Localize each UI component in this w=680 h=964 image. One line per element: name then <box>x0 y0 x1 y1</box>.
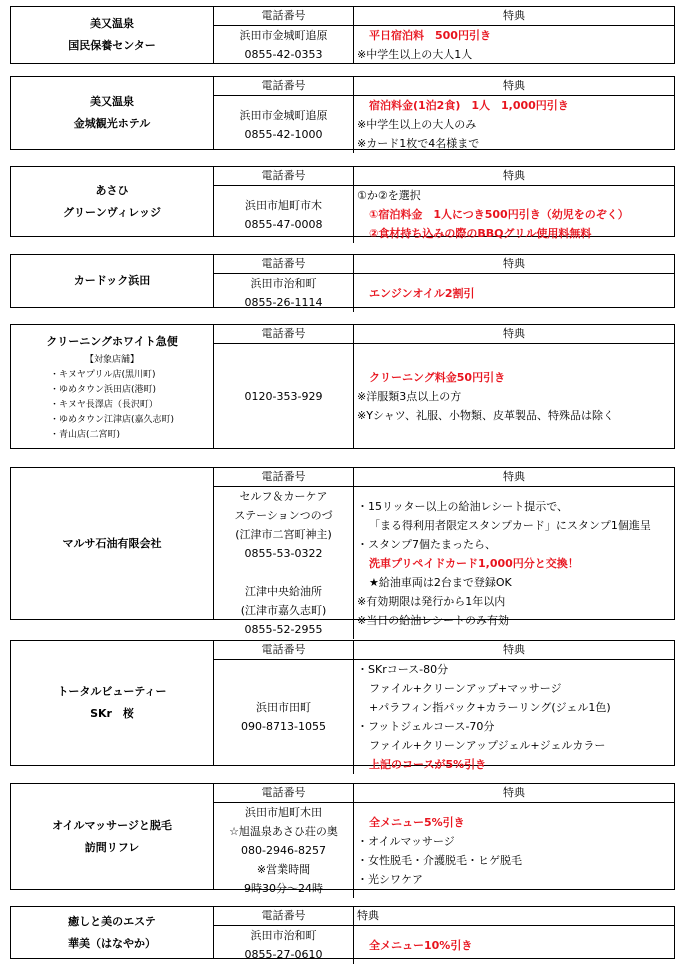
business-name-line: 訪問リフレ <box>84 840 140 854</box>
contact-line: (江津市二宮町神主) <box>235 528 332 541</box>
details <box>214 255 674 307</box>
business-name <box>11 325 214 448</box>
details <box>214 641 674 771</box>
contact-line: 浜田市治和町 <box>250 277 317 290</box>
benefit-line: ※中学生以上の大人のみ <box>357 118 477 131</box>
benefit-line: 上記のコースが5%引き <box>369 758 487 771</box>
benefit-line: ※有効期限は発行から1年以内 <box>357 594 506 608</box>
tel-header: 電話番号 <box>214 167 354 185</box>
benefit <box>354 344 674 448</box>
benefit-line: ・光シワケア <box>357 872 423 886</box>
benefit-line: ※カード1枚で4名様まで <box>357 137 480 150</box>
benefit-line: ※中学生以上の大人1人 <box>357 48 473 61</box>
tel-header: 電話番号 <box>214 907 354 925</box>
perk-header: 特典 <box>503 470 525 483</box>
contact-line: 浜田市金城町追原 <box>239 29 328 42</box>
business-card <box>10 6 675 64</box>
benefit-line: ★給油車両は2台まで登録OK <box>369 575 512 589</box>
benefit-line: ②食材持ち込みの際のBBQグリル使用料無料 <box>369 227 592 240</box>
store-list-header: 【対象店舗】 <box>84 354 139 365</box>
details-body <box>214 186 674 243</box>
contact-line: 0855-42-1000 <box>244 127 323 141</box>
details-header <box>214 468 674 487</box>
perk-header: 特典 <box>503 79 525 92</box>
tel-header: 電話番号 <box>214 77 354 95</box>
business-name-line: トータルビューティー <box>57 685 167 698</box>
benefit-line: ①宿泊料金 1人につき500円引き（幼児をのぞく） <box>369 208 629 221</box>
contact-line: 0120-353-929 <box>244 389 323 403</box>
contact-line: 9時30分～24時 <box>244 882 323 895</box>
business-card <box>10 324 675 449</box>
benefit-line: ・15リッター以上の給油レシート提示で、 <box>357 499 569 513</box>
benefit-line: ※洋服類3点以上の方 <box>357 389 462 403</box>
contact-line: 0855-53-0322 <box>244 547 323 560</box>
contact-line: 0855-52-2955 <box>244 623 323 636</box>
business-name-line: 華美（はなやか） <box>68 936 156 950</box>
contact-info <box>214 803 354 898</box>
details-header <box>214 641 674 660</box>
contact-line: 0855-47-0008 <box>244 217 323 231</box>
contact-line: 浜田市旭町市木 <box>245 198 322 212</box>
details <box>214 468 674 636</box>
details <box>214 907 674 961</box>
details-body <box>214 926 674 964</box>
benefit-line: ※当日の給油レシートのみ有効 <box>357 613 509 627</box>
business-name-line: 金城観光ホテル <box>73 117 151 130</box>
business-card <box>10 783 675 895</box>
contact-info <box>214 660 354 774</box>
store-list <box>50 353 174 443</box>
business-name <box>11 641 214 765</box>
business-card <box>10 640 675 771</box>
benefit <box>354 926 674 964</box>
benefit-line: ①か②を選択 <box>357 189 421 202</box>
contact-line: 江津中央給油所 <box>245 585 322 598</box>
business-name <box>11 784 214 889</box>
benefit <box>354 26 674 64</box>
details-body <box>214 274 674 312</box>
contact-info <box>214 26 354 64</box>
details-body <box>214 487 674 639</box>
contact-line: 浜田市旭町木田 <box>245 806 322 819</box>
details-body <box>214 803 674 898</box>
benefit-line: 全メニュー5%引き <box>369 815 465 829</box>
details <box>214 784 674 895</box>
tel-header: 電話番号 <box>214 255 354 273</box>
details-body <box>214 26 674 64</box>
contact-line: 080-2946-8257 <box>241 844 326 857</box>
contact-line: ※営業時間 <box>256 863 311 876</box>
contact-info <box>214 926 354 964</box>
benefit <box>354 487 674 639</box>
business-name <box>11 77 214 149</box>
contact-line: ステーションつのづ <box>234 509 333 522</box>
store-item: ・ゆめタウン江津店(嘉久志町) <box>49 414 175 425</box>
benefit <box>354 660 674 774</box>
store-item: ・ゆめタウン浜田店(港町) <box>49 384 157 395</box>
business-name-line: 美又温泉 <box>90 95 134 108</box>
business-name <box>11 468 214 619</box>
contact-line: 浜田市田町 <box>256 701 311 714</box>
contact-line: 0855-26-1114 <box>244 296 323 309</box>
benefit-line: 洗車プリペイドカード1,000円分と交換！ <box>369 556 579 570</box>
business-name-line: 国民保養センター <box>68 39 156 52</box>
contact-info <box>214 344 354 448</box>
business-card <box>10 166 675 240</box>
contact-line: ☆旭温泉あさひ荘の奥 <box>229 825 338 838</box>
contact-line: 090-8713-1055 <box>241 720 326 733</box>
benefit-line: ファイル+クリーンアップジェル+ジェルカラー <box>369 739 606 752</box>
benefit <box>354 274 674 312</box>
details-body <box>214 344 674 448</box>
contact-info <box>214 186 354 243</box>
business-card <box>10 906 675 959</box>
store-item: ・キヌヤ長澤店（長沢町） <box>49 399 158 410</box>
benefit-line: エンジンオイル2割引 <box>369 286 475 300</box>
benefit-line: ・スタンプ7個たまったら、 <box>357 537 496 551</box>
perk-header: 特典 <box>503 786 525 799</box>
details <box>214 77 674 149</box>
benefit-line: ・オイルマッサージ <box>357 834 455 848</box>
details-header <box>214 325 674 344</box>
benefit-line: クリーニング料金50円引き <box>369 370 506 384</box>
business-name-line: カードック浜田 <box>73 274 151 287</box>
tel-header: 電話番号 <box>214 641 354 659</box>
perk-header: 特典 <box>503 643 525 656</box>
details-header <box>214 167 674 186</box>
tel-header: 電話番号 <box>214 7 354 25</box>
details <box>214 167 674 240</box>
benefit-line: ファイル+クリーンアップ+マッサージ <box>369 682 562 695</box>
details-header <box>214 7 674 26</box>
details <box>214 7 674 63</box>
benefit-line: 全メニュー10%引き <box>369 938 473 952</box>
tel-header: 電話番号 <box>214 468 354 486</box>
perk-header: 特典 <box>503 327 525 340</box>
benefit-line: ・フットジェルコース-70分 <box>357 720 495 733</box>
perk-header: 特典 <box>503 169 525 182</box>
details <box>214 325 674 448</box>
contact-line: 0855-42-0353 <box>244 48 323 61</box>
benefit-line: ※Yシャツ、礼服、小物類、皮革製品、特殊品は除く <box>357 408 614 422</box>
benefit-line: ・女性脱毛・介護脱毛・ヒゲ脱毛 <box>357 853 522 867</box>
contact-line: セルフ＆カーケア <box>239 490 328 503</box>
details-header <box>214 784 674 803</box>
business-name-line: オイルマッサージと脱毛 <box>52 818 172 832</box>
contact-info <box>214 487 354 639</box>
business-name-line: クリーニングホワイト急便 <box>46 334 178 348</box>
business-card <box>10 254 675 308</box>
contact-line: 0855-27-0610 <box>244 948 323 961</box>
contact-line: (江津市嘉久志町) <box>240 604 327 617</box>
perk-header: 特典 <box>503 9 525 22</box>
business-name-line: 美又温泉 <box>90 17 134 30</box>
perk-header: 特典 <box>503 257 525 270</box>
details-body <box>214 96 674 153</box>
benefit <box>354 96 674 153</box>
business-card <box>10 467 675 636</box>
contact-info <box>214 96 354 153</box>
business-name <box>11 255 214 307</box>
business-name-line: 癒しと美のエステ <box>68 914 156 928</box>
business-name-line: マルサ石油有限会社 <box>62 536 162 550</box>
tel-header: 電話番号 <box>214 784 354 802</box>
benefit-line: ・SKrコース-80分 <box>357 663 449 676</box>
perk-header: 特典 <box>357 909 379 922</box>
business-card <box>10 76 675 150</box>
details-body <box>214 660 674 774</box>
benefit-line: 平日宿泊料 500円引き <box>369 29 491 42</box>
benefit-line: 「まる得利用者限定スタンプカード」にスタンプ1個進呈 <box>369 518 651 532</box>
business-name-line: あさひ <box>95 183 129 197</box>
contact-line: 浜田市金城町追原 <box>239 108 328 122</box>
benefit <box>354 186 674 243</box>
business-name <box>11 7 214 63</box>
business-name-line: SKr 桜 <box>90 707 134 720</box>
business-name <box>11 167 214 236</box>
tel-header: 電話番号 <box>214 325 354 343</box>
details-header <box>214 255 674 274</box>
benefit <box>354 803 674 898</box>
benefit-line: 宿泊料金(1泊2食) 1人 1,000円引き <box>369 99 569 112</box>
benefit-line: +パラフィン指パック+カラーリング(ジェル1色) <box>369 701 611 714</box>
details-header <box>214 907 674 926</box>
contact-info <box>214 274 354 312</box>
business-name <box>11 907 214 958</box>
store-item: ・青山店(二宮町) <box>49 429 121 440</box>
details-header <box>214 77 674 96</box>
store-item: ・キヌヤプリル店(黒川町) <box>49 369 156 380</box>
business-name-line: グリーンヴィレッジ <box>62 205 161 219</box>
contact-line: 浜田市治和町 <box>250 929 317 942</box>
